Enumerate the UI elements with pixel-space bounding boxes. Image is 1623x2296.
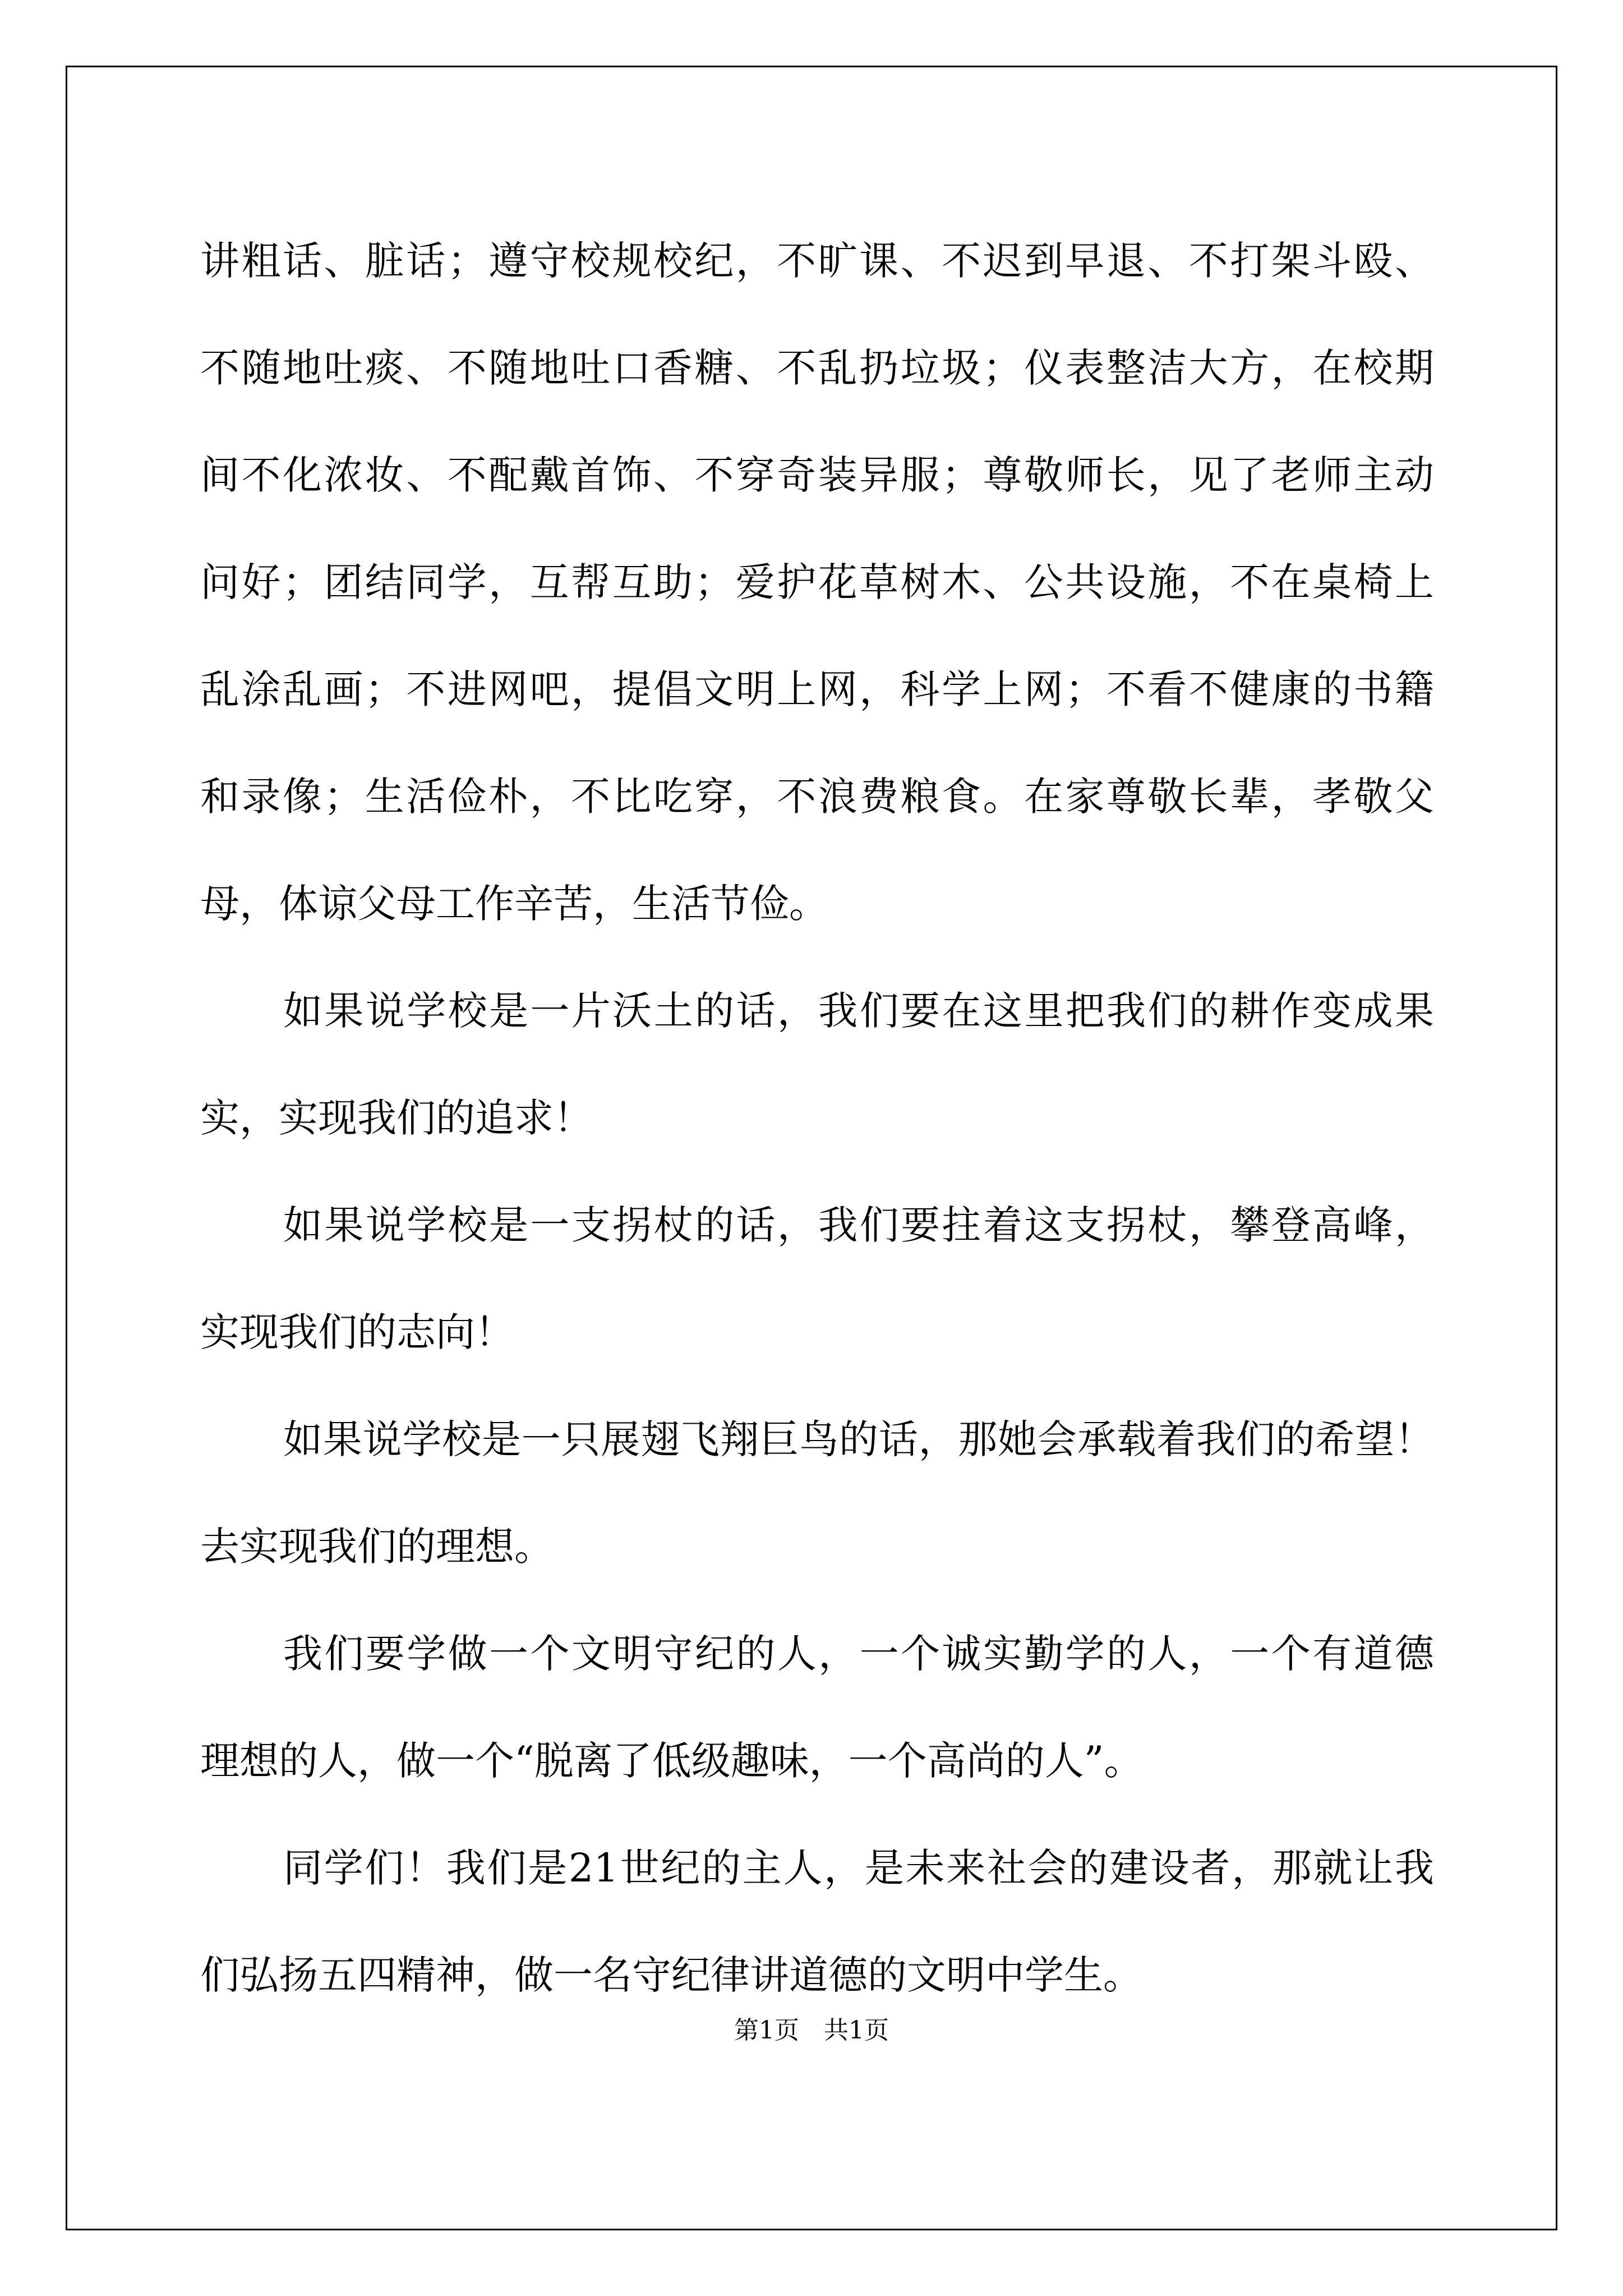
text-line: 讲粗话、脏话；遵守校规校纪，不旷课、不迟到早退、不打架斗殴、	[200, 238, 1434, 284]
page-number: 第1页	[734, 2016, 799, 2045]
text-line: 去实现我们的理想。	[200, 1524, 554, 1570]
page-footer	[0, 2014, 1623, 2047]
paragraph-first-line: 同学们！我们是21世纪的主人，是未来社会的建设者，那就让我	[283, 1845, 1434, 1891]
text-line: 不随地吐痰、不随地吐口香糖、不乱扔垃圾；仪表整洁大方，在校期	[200, 345, 1434, 391]
text-line: 理想的人，做一个“脱离了低级趣味，一个高尚的人”。	[200, 1738, 1144, 1784]
body-text	[200, 208, 1434, 2029]
text-line: 实，实现我们的追求！	[200, 1095, 593, 1141]
text-line: 们弘扬五四精神，做一名守纪律讲道德的文明中学生。	[200, 1952, 1142, 1998]
text-line: 母，体谅父母工作辛苦，生活节俭。	[200, 881, 828, 927]
paragraph-first-line: 如果说学校是一支拐杖的话，我们要拄着这支拐杖，攀登高峰，	[283, 1202, 1434, 1248]
text-line: 间不化浓妆、不配戴首饰、不穿奇装异服；尊敬师长，见了老师主动	[200, 452, 1434, 498]
paragraph-first-line: 我们要学做一个文明守纪的人，一个诚实勤学的人，一个有道德	[283, 1631, 1434, 1677]
text-line: 实现我们的志向！	[200, 1309, 514, 1355]
text-line: 乱涂乱画；不进网吧，提倡文明上网，科学上网；不看不健康的书籍	[200, 666, 1434, 712]
paragraph-first-line: 如果说学校是一片沃土的话，我们要在这里把我们的耕作变成果	[283, 988, 1434, 1034]
text-line: 问好；团结同学，互帮互助；爱护花草树木、公共设施，不在桌椅上	[200, 559, 1434, 605]
text-line: 和录像；生活俭朴，不比吃穿，不浪费粮食。在家尊敬长辈，孝敬父	[200, 774, 1434, 820]
paragraph-first-line: 如果说学校是一只展翅飞翔巨鸟的话，那她会承载着我们的希望！	[283, 1416, 1434, 1462]
page-total: 共1页	[824, 2016, 889, 2045]
